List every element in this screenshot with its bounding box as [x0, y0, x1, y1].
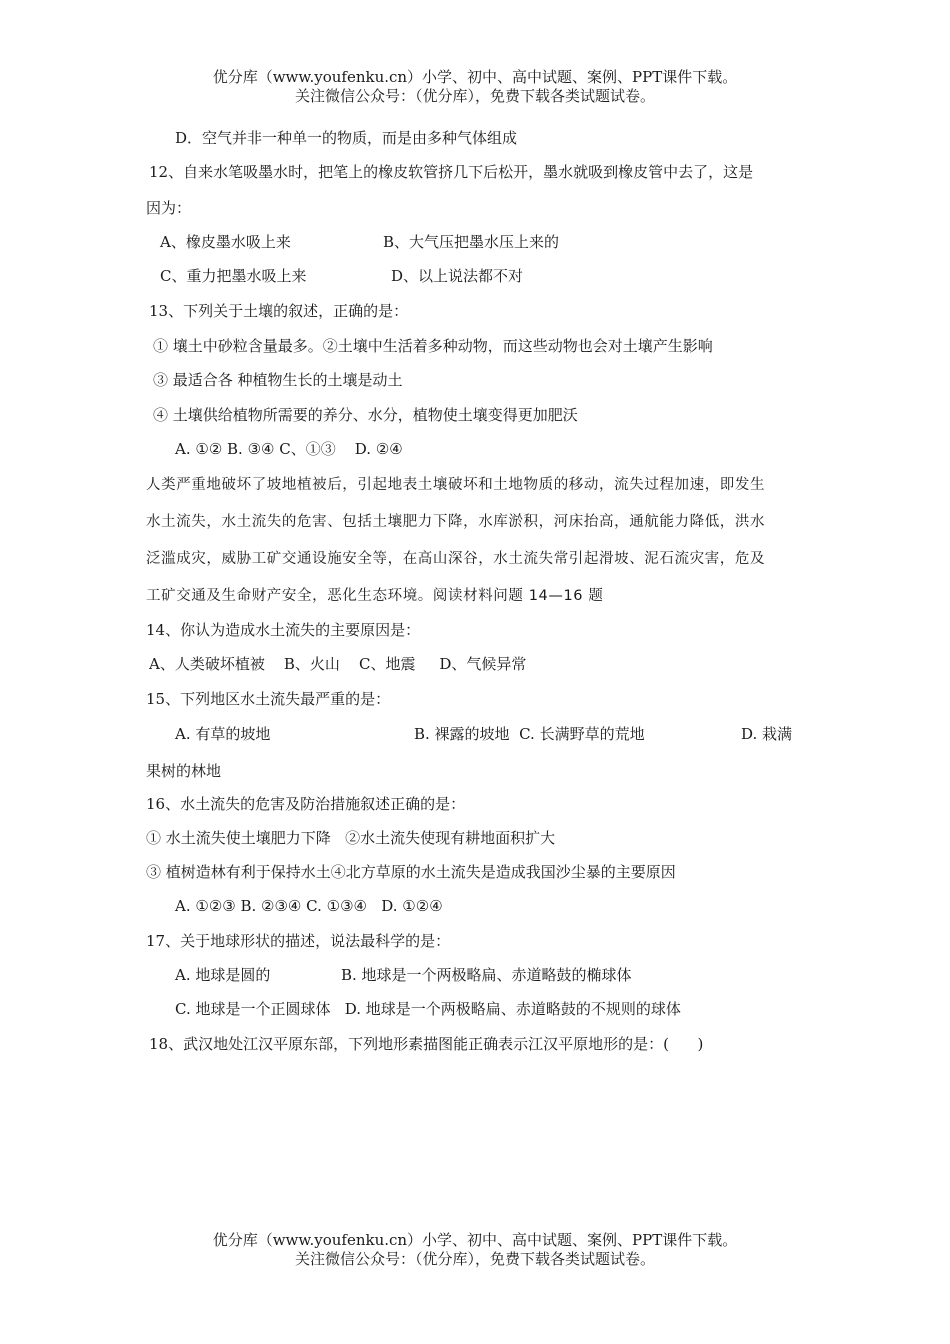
q17-option-cd: C. 地球是一个正圆球体 D. 地球是一个两极略扁、赤道略鼓的不规则的球体 [175, 1000, 681, 1018]
q15-option-bc: B. 裸露的坡地 C. 长满野草的荒地 [414, 725, 645, 743]
header-line-2: 关注微信公众号：（优分库），免费下载各类试题试卷。 [294, 87, 655, 105]
q15-stem: 15、下列地区水土流失最严重的是： [146, 690, 391, 708]
passage-line-3: 泛滥成灾，威胁工矿交通设施安全等，在高山深谷，水土流失常引起滑坡、泥石流灾害，危及 [146, 551, 766, 567]
q11-option-d: D．空气并非一种单一的物质，而是由多种气体组成 [175, 129, 518, 147]
q16-statement-2: ③ 植树造林有利于保持水土④北方草原的水土流失是造成我国沙尘暴的主要原因 [146, 863, 676, 881]
footer-line-2: 关注微信公众号：（优分库），免费下载各类试题试卷。 [294, 1250, 655, 1268]
q12-option-c: C、重力把墨水吸上来 [160, 267, 307, 285]
q12-stem-line-2: 因为： [146, 199, 192, 217]
q12-stem-line-1: 12、自来水笔吸墨水时，把笔上的橡皮软管挤几下后松开，墨水就吸到橡皮管中去了，这是 [149, 163, 754, 181]
q17-option-b: B. 地球是一个两极略扁、赤道略鼓的椭球体 [341, 966, 632, 984]
q13-statement-3: ④ 土壤供给植物所需要的养分、水分，植物使土壤变得更加肥沃 [153, 406, 578, 424]
q16-stem: 16、水土流失的危害及防治措施叙述正确的是： [146, 795, 466, 813]
q15-option-d-start: D. 栽满 [741, 725, 793, 743]
passage-line-4: 工矿交通及生命财产安全，恶化生态环境。阅读材料问题 14—16 题 [146, 588, 604, 604]
q13-statement-1: ① 壤土中砂粒含量最多。②土壤中生活着多种动物，而这些动物也会对土壤产生影响 [153, 337, 713, 355]
passage-line-2: 水土流失，水土流失的危害、包括土壤肥力下降，水库淤积，河床抬高，通航能力降低，洪水 [146, 514, 766, 530]
q15-option-d-end: 果树的林地 [146, 762, 222, 780]
q14-options: A、人类破坏植被 B、火山 C、地震 D、气候异常 [149, 655, 527, 673]
q13-stem: 13、下列关于土壤的叙述，正确的是： [149, 302, 409, 320]
q17-option-a: A. 地球是圆的 [175, 966, 271, 984]
q12-option-d: D、以上说法都不对 [391, 267, 524, 285]
q13-statement-2: ③ 最适合各 种植物生长的土壤是动土 [153, 371, 403, 389]
q18-stem: 18、武汉地处江汉平原东部，下列地形素描图能正确表示江汉平原地形的是：( ) [149, 1035, 704, 1053]
q12-option-a: A、橡皮墨水吸上来 [160, 233, 291, 251]
q16-statement-1: ① 水土流失使土壤肥力下降 ②水土流失使现有耕地面积扩大 [146, 829, 556, 847]
passage-line-1: 人类严重地破坏了坡地植被后，引起地表土壤破坏和土地物质的移动，流失过程加速，即发生 [146, 477, 766, 493]
q13-options: A. ①② B. ③④ C、①③ D. ②④ [175, 440, 403, 458]
q12-option-b: B、大气压把墨水压上来的 [383, 233, 560, 251]
q17-stem: 17、关于地球形状的描述，说法最科学的是： [146, 932, 451, 950]
footer-line-1: 优分库（www.youfenku.cn）小学、初中、高中试题、案例、PPT课件下载。 [212, 1231, 738, 1249]
header-line-1: 优分库（www.youfenku.cn）小学、初中、高中试题、案例、PPT课件下载。 [212, 68, 738, 86]
q16-options: A. ①②③ B. ②③④ C. ①③④ D. ①②④ [175, 897, 443, 915]
q15-option-a: A. 有草的坡地 [175, 725, 271, 743]
q14-stem: 14、你认为造成水土流失的主要原因是： [146, 621, 421, 639]
